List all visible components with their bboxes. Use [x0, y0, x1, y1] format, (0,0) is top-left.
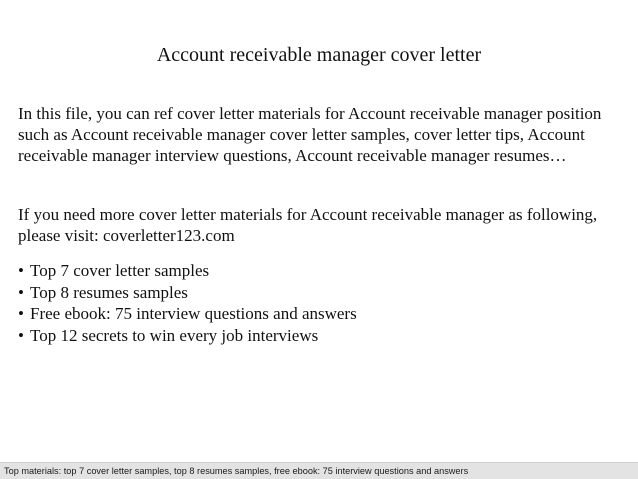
list-item-label: Top 12 secrets to win every job interviews [30, 325, 319, 345]
more-materials-paragraph: If you need more cover letter materials for Account receivable manager as following, please visit: coverletter123.com [18, 205, 598, 245]
intro-paragraph: In this file, you can ref cover letter materials for Account receivable manager position such as Account receivable manager cover letter samples, cover letter tips, Account receivable manager interview questions, Account receivable manager resumes… [18, 104, 602, 165]
page-title: Account receivable manager cover letter [156, 44, 482, 66]
materials-list [18, 260, 357, 346]
footer-bar: Top materials: top 7 cover letter samples, top 8 resumes samples, free ebook: 75 interview questions and answers [0, 462, 638, 479]
bullet-icon: • [18, 261, 24, 280]
list-item-label: Top 7 cover letter samples [30, 261, 210, 280]
list-item [18, 260, 357, 282]
list-item-label: Top 8 resumes samples [30, 282, 188, 302]
list-item [18, 303, 357, 325]
bullet-icon: • [18, 304, 24, 323]
bullet-icon: • [18, 282, 24, 302]
bullet-icon: • [18, 325, 24, 345]
list-item [18, 325, 357, 347]
list-item [18, 282, 357, 304]
list-item-label: Free ebook: 75 interview questions and answers [30, 304, 357, 323]
